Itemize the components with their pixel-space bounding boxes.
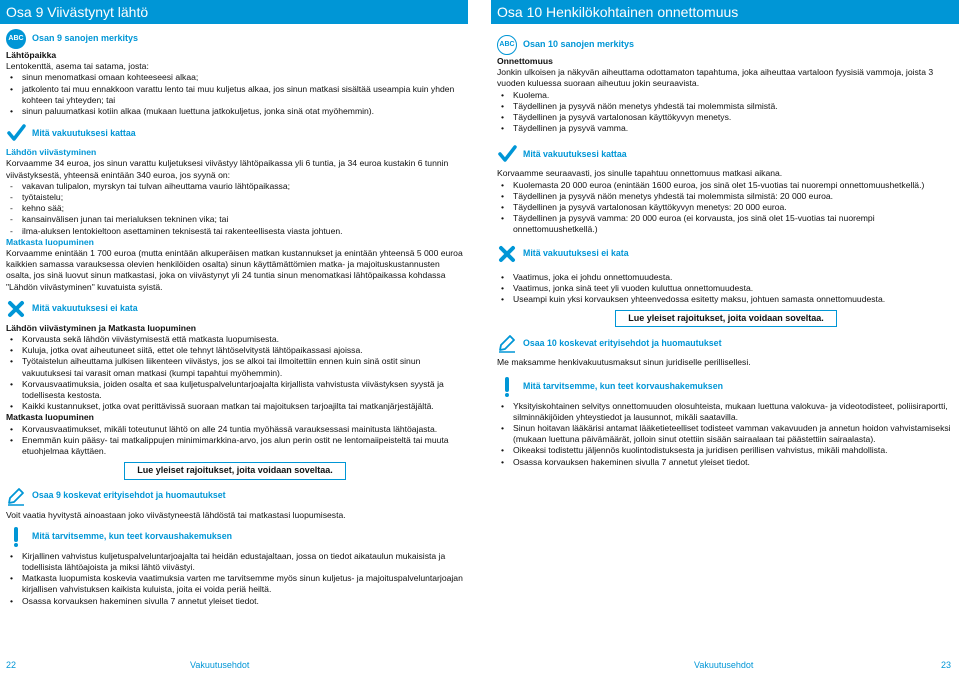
- subheading: Lähdön viivästyminen: [6, 147, 97, 158]
- claims-title: Mitä tarvitsemme, kun teet korvaushakemuksen: [32, 531, 232, 542]
- term-title: Onnettomuus: [497, 56, 553, 66]
- list-item: • Matkasta luopumista koskevia vaatimuksia varten me tarvitsemme myös sinun kuljetus- ja majoituspalveluntarjoajan kirjallisen vahvistuksen kaikista kuluista, joita ei voida periä heiltä.: [6, 573, 464, 595]
- page-number: 23: [940, 659, 951, 670]
- claims-list: [6, 551, 464, 607]
- list-item: • Enemmän kuin pääsy- tai matkalippujen minimimarkkina-arvo, jos alun perin ostit ne lentomaiipeisteltä tai muuta etuohjelmaa käyttäen.: [6, 435, 464, 457]
- claims-header: [6, 527, 464, 547]
- cross-icon: [6, 299, 26, 319]
- list-item: • Työtaistelun aiheuttama julkisen liikenteen viivästys, jos se alkoi tai ilmoitettiin ennen kuin sinä ostit sinun vakuutuksesi tai varasit oman matkasi (kumpi tapahtui myöhemmin).: [6, 356, 464, 378]
- page-band-title: Osa 10 Henkilökohtainen onnettomuus: [491, 0, 959, 24]
- paragraph: Me maksamme henkivakuutusmaksut sinun juridiselle perillisellesi.: [497, 357, 751, 368]
- list-item: • Osassa korvauksen hakeminen sivulla 7 annetut yleiset tiedot.: [497, 457, 955, 468]
- footer-label: Vakuutusehdot: [190, 659, 250, 670]
- covered-header: [497, 144, 955, 164]
- list-item: • Täydellinen ja pysyvä vartalonosan käyttökyvyn menetys: 20 000 euroa.: [497, 202, 955, 213]
- list-item: • Kaikki kustannukset, jotka ovat perittävissä suoraan matkan tai majoituksen tarjoajilta tai matkanjärjestäjältä.: [6, 401, 464, 412]
- subheading: Matkasta luopuminen: [6, 236, 94, 247]
- section-title: Osan 9 sanojen merkitys: [32, 33, 139, 44]
- list-item: • jatkolento tai muu ennakkoon varattu lento tai muu kuljetus alkaa, jos sinun matkasi sisältää useampia kuin yhden kohteen tai yhteyden; tai: [6, 84, 464, 106]
- claims-list: [497, 401, 955, 468]
- list-item: • Täydellinen ja pysyvä vamma: 20 000 euroa (ei korvausta, jos sinä olet 15-vuotias tai nuorempi onnettomuushetkellä.): [497, 213, 955, 235]
- button-wrap: [6, 462, 464, 479]
- paragraph: Korvaamme 34 euroa, jos sinun varattu kuljetuksesi viivästyy lähtöpaikassa yli 6 tuntia, ja 34 euroa kustakin 6 tunnin viivästyksestä, yhteensä enintään 340 euroa, jos syynä on:: [6, 158, 449, 180]
- covered-title: Mitä vakuutuksesi kattaa: [32, 127, 136, 138]
- term-list: [497, 90, 955, 135]
- list-item: • sinun menomatkasi omaan kohteeseesi alkaa;: [6, 72, 464, 83]
- list-item: - ilma-aluksen lentokieltoon asettaminen teknisestä tai rakenteellisesta viasta johtuen.: [6, 226, 464, 237]
- list-item: - kansainvälisen junan tai merialuksen tekninen vika; tai: [6, 214, 464, 225]
- exclusion-list: [6, 334, 464, 412]
- list-item: - kehno sää;: [6, 203, 464, 214]
- list-item: • Sinun hoitavan lääkärisi antamat lääketieteelliset todisteet vamman vakavuuden ja annetun hoidon vahvistamiseksi (mukaan luettuna päivämäärät, jolloin sinut otettiin sisään sairaalaan tai päästettiin sairaalasta).: [497, 423, 955, 445]
- exclusion-list: [497, 272, 955, 306]
- list-item: - työtaistelu;: [6, 192, 464, 203]
- claims-title: Mitä tarvitsemme, kun teet korvaushakemuksen: [523, 381, 723, 392]
- general-restrictions-button[interactable]: Lue yleiset rajoitukset, joita voidaan soveltaa.: [124, 462, 346, 479]
- section-header: [491, 34, 959, 56]
- cross-icon: [497, 244, 517, 264]
- benefit-list: [497, 180, 955, 236]
- list-item: • Kuolemasta 20 000 euroa (enintään 1600 euroa, jos sinä olet 15-vuotias tai nuorempi onnettomuushetkellä.): [497, 180, 955, 191]
- term-list: [6, 72, 464, 117]
- list-item: • sinun paluumatkasi kotiin alkaa (mukaan luettuna jatkokuljetus, jonka sinä otat myöhemmin).: [6, 106, 464, 117]
- subheading: Lähdön viivästyminen ja Matkasta luopuminen: [6, 322, 197, 333]
- page-left: [0, 0, 468, 675]
- check-icon: [497, 144, 517, 164]
- abc-icon: ABC: [497, 35, 517, 55]
- page-band-title: Osa 9 Viivästynyt lähtö: [0, 0, 468, 24]
- list-item: • Kuluja, jotka ovat aiheutuneet siitä, ettet ole tehnyt lähtöselvitystä lähtöpaikassasi ajoissa.: [6, 345, 464, 356]
- paragraph: Jonkin ulkoisen ja näkyvän aiheuttama odottamaton tapahtuma, joka aiheuttaa vartaloon fyysisiä vammoja, joista 3 vuoden kuluessa suoraan aiheutuu jokin seuraavista.: [497, 67, 934, 89]
- definitions-block: [0, 50, 468, 607]
- definitions-block: [491, 56, 959, 468]
- section-header: [0, 28, 468, 50]
- not-covered-header: [497, 244, 955, 264]
- list-item: • Täydellinen ja pysyvä vartalonosan käyttökyvyn menetys.: [497, 112, 955, 123]
- page-right: [491, 0, 959, 675]
- abc-icon: ABC: [6, 29, 26, 49]
- paragraph: Voit vaatia hyvitystä ainoastaan joko viivästyneestä lähdöstä tai matkastasi luopumisesta.: [6, 509, 346, 520]
- pencil-icon: [6, 486, 26, 506]
- special-title: Osaa 9 koskevat erityisehdot ja huomautukset: [32, 489, 226, 500]
- not-covered-title: Mitä vakuutuksesi ei kata: [32, 303, 138, 314]
- list-item: • Korvausta sekä lähdön viivästymisestä että matkasta luopumisesta.: [6, 334, 464, 345]
- covered-header: [6, 123, 464, 143]
- list-item: • Vaatimus, joka ei johdu onnettomuudesta.: [497, 272, 955, 283]
- check-icon: [6, 123, 26, 143]
- special-header: [6, 486, 464, 506]
- not-covered-header: [6, 299, 464, 319]
- paragraph: Korvaamme enintään 1 700 euroa (mutta enintään alkuperäisen matkan kustannukset ja enintään yhteensä 5 000 euroa kaikkien samassa varauksessa olevien henkilöiden osalta) sinun käyttämättömien matka- ja majoituskustannusten osalta, jos sinä luovut sinun matkastasi, joka on viivästynyt yli 24 tuntia sinun menomatkasi lähtöpaikassa kohdassa "Lähdön viivästyminen" kuvatuista syistä.: [6, 248, 463, 292]
- claims-header: [497, 377, 955, 397]
- footer-label: Vakuutusehdot: [694, 659, 754, 670]
- page-number: 22: [6, 659, 17, 670]
- list-item: • Useampi kuin yksi korvauksen yhteenvedossa esitetty maksu, johtuen samasta onnettomuudesta.: [497, 294, 955, 305]
- list-item: • Kirjallinen vahvistus kuljetuspalveluntarjoajalta tai heidän edustajaltaan, jossa on tiedot aikataulun mukaisista ja todellisista lähtöajoista ja miksi lähtö viivästyi.: [6, 551, 464, 573]
- section-title: Osan 10 sanojen merkitys: [523, 39, 635, 50]
- term-title: Lähtöpaikka: [6, 50, 57, 60]
- cause-list: [6, 181, 464, 237]
- exclamation-icon: [497, 377, 517, 397]
- not-covered-title: Mitä vakuutuksesi ei kata: [523, 248, 629, 259]
- special-title: Osaa 10 koskevat erityisehdot ja huomautukset: [523, 337, 722, 348]
- subheading: Matkasta luopuminen: [6, 412, 94, 423]
- list-item: • Täydellinen ja pysyvä vamma.: [497, 123, 955, 134]
- list-item: • Täydellinen ja pysyvä näön menetys yhdestä tai molemmista silmistä.: [497, 101, 955, 112]
- exclamation-icon: [6, 527, 26, 547]
- paragraph: Korvaamme seuraavasti, jos sinulle tapahtuu onnettomuus matkasi aikana.: [497, 168, 783, 179]
- list-item: - vakavan tulipalon, myrskyn tai tulvan aiheuttama vaurio lähtöpaikassa;: [6, 181, 464, 192]
- list-item: • Osassa korvauksen hakeminen sivulla 7 annetut yleiset tiedot.: [6, 596, 464, 607]
- general-restrictions-button[interactable]: Lue yleiset rajoitukset, joita voidaan soveltaa.: [615, 310, 837, 327]
- exclusion-list: [6, 424, 464, 458]
- covered-title: Mitä vakuutuksesi kattaa: [523, 148, 627, 159]
- list-item: • Oikeaksi todistettu jäljennös kuolintodistuksesta ja juridisen perillisen vahvistus, mikäli mahdollista.: [497, 445, 955, 456]
- term-intro: Lentokenttä, asema tai satama, josta:: [6, 61, 149, 72]
- button-wrap: [497, 310, 955, 327]
- list-item: • Yksityiskohtainen selvitys onnettomuuden olosuhteista, mukaan luettuna valokuva- ja videotodisteet, poliisiraportti, silminnäkijöiden yhteystiedot ja lausunnot, mikäli saatavilla.: [497, 401, 955, 423]
- list-item: • Korvausvaatimukset, mikäli toteutunut lähtö on alle 24 tuntia myöhässä varauksessasi mainitusta lähtöajasta.: [6, 424, 464, 435]
- list-item: • Täydellinen ja pysyvä näön menetys yhdestä tai molemmista silmistä: 20 000 euroa.: [497, 191, 955, 202]
- pencil-icon: [497, 333, 517, 353]
- list-item: • Vaatimus, jonka sinä teet yli vuoden kuluttua onnettomuudesta.: [497, 283, 955, 294]
- list-item: • Kuolema.: [497, 90, 955, 101]
- special-header: [497, 333, 955, 353]
- list-item: • Korvausvaatimuksia, joiden osalta et saa kuljetuspalveluntarjoajalta kirjallista vahvistusta viivästyksen syystä ja todellisesta kestosta.: [6, 379, 464, 401]
